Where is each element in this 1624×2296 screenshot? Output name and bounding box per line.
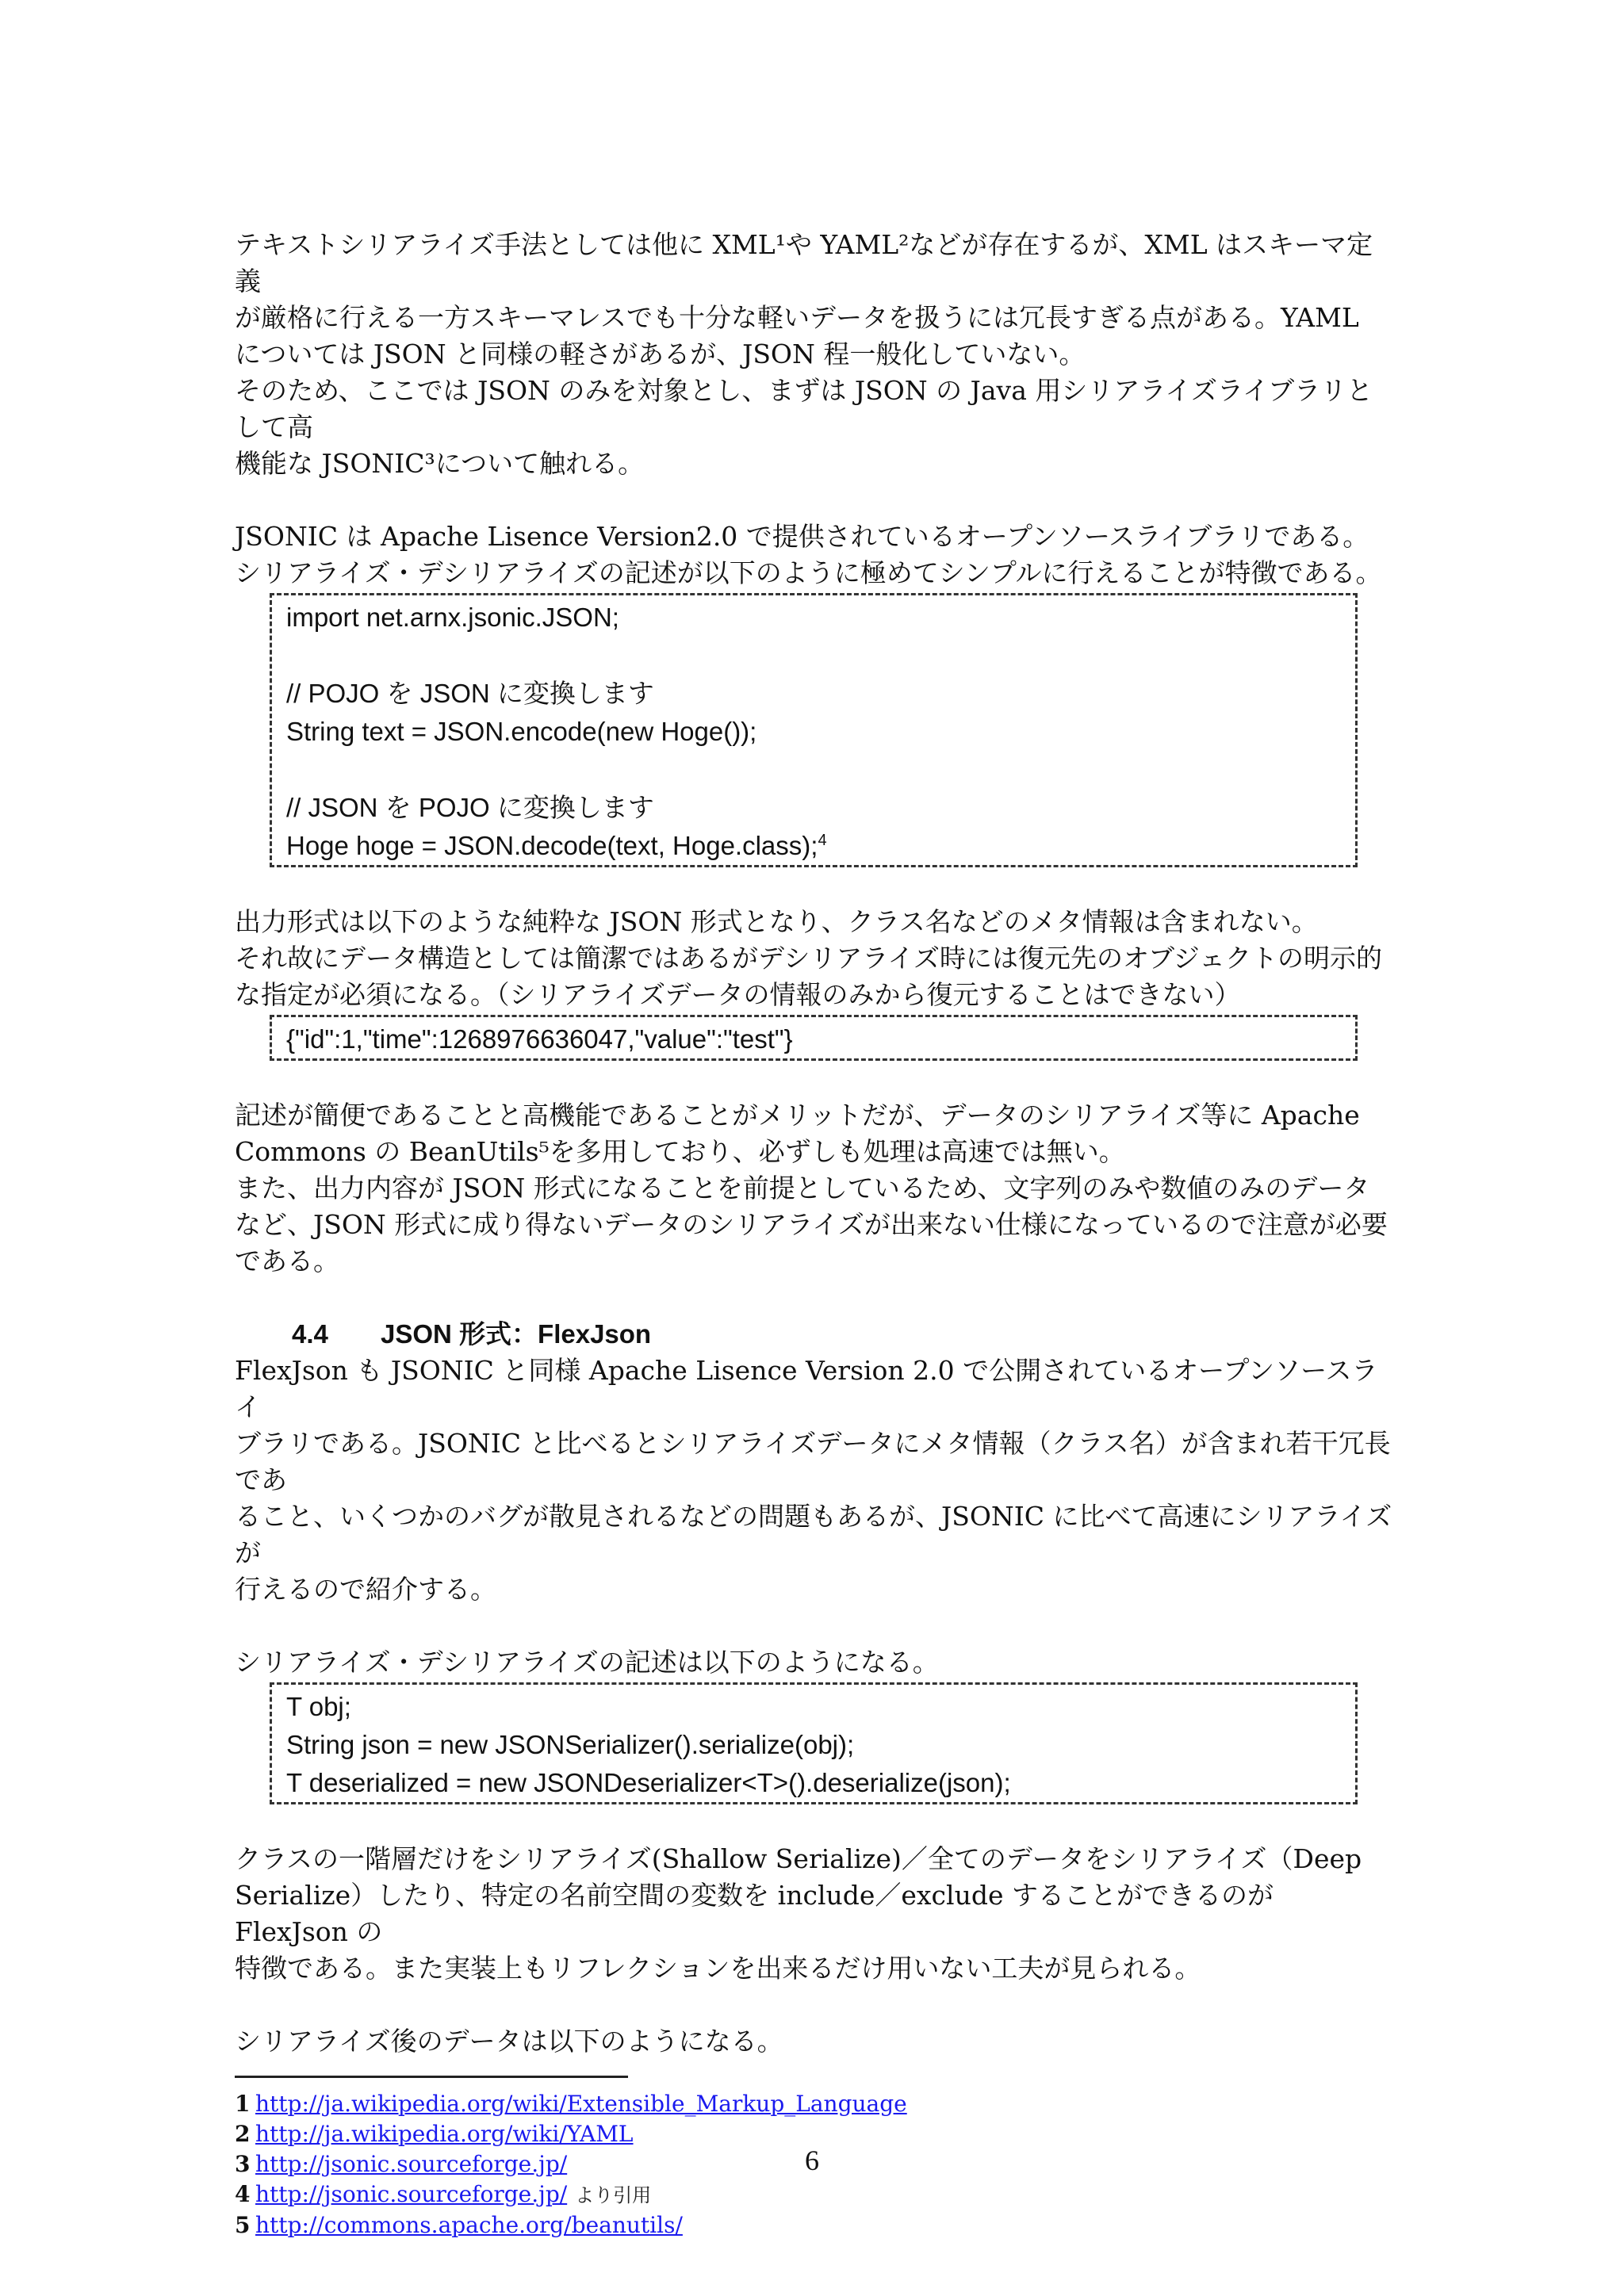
code-blank (286, 637, 1355, 675)
section-number: 4.4 (292, 1319, 328, 1349)
footnote-link[interactable]: http://ja.wikipedia.org/wiki/Extensible_Markup_Language (255, 2091, 907, 2117)
text-line: FlexJson も JSONIC と同様 Apache Lisence Version 2.0 で公開されているオープンソースライ (235, 1355, 1378, 1422)
text-line: そのため、ここでは JSON のみを対象とし、まずは JSON の Java 用シリアライズライブラリとして高 (235, 375, 1373, 442)
text-line: ること、いくつかのバグが散見されるなどの問題もあるが、JSONIC に比べて高速にシリアライズが (235, 1501, 1392, 1568)
text-line: 記述が簡便であることと高機能であることがメリットだが、データのシリアライズ等に Apache (235, 1100, 1360, 1131)
paragraph-flexjson (235, 1353, 1392, 1608)
footnote-link[interactable]: http://jsonic.sourceforge.jp/ (255, 2151, 568, 2177)
paragraph-flexjson-usage (235, 1644, 1392, 1681)
spacer (235, 1608, 1392, 1644)
text-line: シリアライズ・デシリアライズの記述は以下のようになる。 (235, 1647, 939, 1678)
spacer (235, 482, 1392, 519)
text-line: 出力形式は以下のような純粋な JSON 形式となり、クラス名などのメタ情報は含まれない。 (235, 906, 1318, 937)
paragraph-intro (235, 227, 1392, 482)
text-line: Commons の BeanUtils⁵を多用しており、必ずしも処理は高速では無い。 (235, 1136, 1125, 1167)
footnote (235, 2089, 1392, 2119)
footnote-link[interactable]: http://commons.apache.org/beanutils/ (255, 2212, 683, 2238)
footnote-note: より引用 (575, 2184, 652, 2206)
text-line: クラスの一階層だけをシリアライズ(Shallow Serialize)／全てのデータをシリアライズ（Deep (235, 1843, 1362, 1874)
footnote-link[interactable]: http://ja.wikipedia.org/wiki/YAML (255, 2121, 634, 2147)
code-line: String json = new JSONSerializer().serialize(obj); (286, 1730, 855, 1759)
text-line: シリアライズ・デシリアライズの記述が以下のように極めてシンプルに行えることが特徴である。 (235, 557, 1382, 588)
spacer (235, 867, 1392, 904)
code-line: {"id":1,"time":1268976636047,"value":"test"} (286, 1024, 793, 1054)
paragraph-flexjson-features (235, 1841, 1392, 1987)
footnote (235, 2179, 1392, 2210)
text-line: である。 (235, 1246, 339, 1276)
spacer (235, 1280, 1392, 1316)
paragraph-jsonic (235, 519, 1392, 591)
code-line (286, 827, 1355, 865)
text-line: テキストシリアライズ手法としては他に XML¹や YAML²などが存在するが、XML はスキーマ定義 (235, 229, 1373, 297)
footnote-separator (235, 2076, 628, 2078)
code-line: import net.arnx.jsonic.JSON; (286, 603, 619, 632)
spacer (235, 1987, 1392, 2023)
page-body (235, 227, 1392, 2241)
text-line: また、出力内容が JSON 形式になることを前提としているため、文字列のみや数値のみのデータ (235, 1173, 1370, 1203)
text-line: 機能な JSONIC³について触れる。 (235, 448, 645, 479)
text-line: ブラリである。JSONIC と比べるとシリアライズデータにメタ情報（クラス名）が含まれ若干冗長であ (235, 1428, 1391, 1495)
footnote-ref: 4 (818, 832, 827, 849)
text-line: それ故にデータ構造としては簡潔ではあるがデシリアライズ時には復元先のオブジェクトの明示的 (235, 943, 1383, 974)
section-heading (292, 1316, 1392, 1353)
code-line: String text = JSON.encode(new Hoge()); (286, 717, 757, 746)
text-line: シリアライズ後のデータは以下のようになる。 (235, 2026, 783, 2057)
text-line: など、JSON 形式に成り得ないデータのシリアライズが出来ない仕様になっているので注意が必要 (235, 1209, 1388, 1240)
code-blank (286, 751, 1355, 789)
code-line: // JSON を POJO に変換します (286, 793, 654, 822)
footnote-link[interactable]: http://jsonic.sourceforge.jp/ (255, 2181, 568, 2207)
footnote-number: 4 (235, 2181, 251, 2207)
footnote-number: 1 (235, 2091, 251, 2117)
code-block-jsonic (270, 593, 1358, 867)
spacer (235, 1804, 1392, 1841)
footnote-number: 2 (235, 2121, 251, 2147)
footnote-number: 5 (235, 2212, 251, 2238)
code-line: T deserialized = new JSONDeserializer<T>().deserialize(json); (286, 1768, 1011, 1797)
section-title: JSON 形式：FlexJson (381, 1319, 652, 1349)
spacer (235, 1061, 1392, 1097)
text-line: が厳格に行える一方スキーマレスでも十分な軽いデータを扱うには冗長すぎる点がある。YAML (235, 302, 1359, 333)
code-block-flexjson (270, 1682, 1358, 1804)
text-line: JSONIC は Apache Lisence Version2.0 で提供されているオープンソースライブラリである。 (235, 521, 1369, 552)
text-line: については JSON と同様の軽さがあるが、JSON 程一般化していない。 (235, 339, 1086, 369)
footnote (235, 2210, 1392, 2241)
paragraph-serialized (235, 2023, 1392, 2060)
footnote-number: 3 (235, 2151, 251, 2177)
page-number: 6 (805, 2145, 819, 2176)
text-line: な指定が必須になる。（シリアライズデータの情報のみから復元することはできない） (235, 979, 1241, 1010)
paragraph-merits (235, 1097, 1392, 1280)
text-line: 特徴である。また実装上もリフレクションを出来るだけ用いない工夫が見られる。 (235, 1953, 1201, 1984)
code-text: Hoge hoge = JSON.decode(text, Hoge.class); (286, 831, 818, 860)
text-line: Serialize）したり、特定の名前空間の変数を include／exclude することができるのが FlexJson の (235, 1880, 1274, 1947)
paragraph-output (235, 904, 1392, 1013)
code-block-json-output (270, 1015, 1358, 1061)
text-line: 行えるので紹介する。 (235, 1574, 496, 1605)
code-line: T obj; (286, 1692, 351, 1721)
code-line: // POJO を JSON に変換します (286, 679, 654, 708)
